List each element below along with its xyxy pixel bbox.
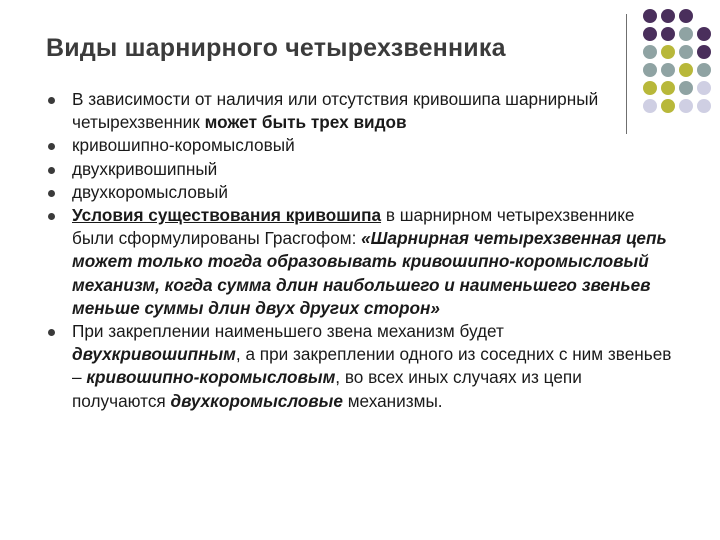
bullet-list: [46, 88, 676, 413]
bullet-bold-text: может быть трех видов: [204, 112, 407, 133]
decor-dot: [679, 99, 693, 113]
bullet-text: двухкривошипный: [72, 158, 218, 179]
bullet-item: [46, 88, 676, 134]
bullet-bold-underline-text: Условия существования кривошипа: [72, 205, 382, 226]
bullet-emphasis: двухкривошипным: [72, 344, 236, 365]
decor-dot: [661, 9, 675, 23]
decor-dot: [697, 63, 711, 77]
bullet-item: [46, 181, 676, 204]
bullet-text: в шарнирном четырехзвеннике были сформулированы Грасгофом:: [72, 205, 635, 249]
decor-dot: [661, 27, 675, 41]
bullet-emphasis: кривошипно-коромысловым: [86, 367, 336, 388]
bullet-item: [46, 158, 676, 181]
decor-dot: [643, 9, 657, 23]
bullet-text: кривошипно-коромысловый: [72, 135, 295, 156]
decor-dot: [679, 63, 693, 77]
bullet-text: двухкоромысловый: [72, 181, 228, 202]
bullet-text: , во всех иных случаях из цепи получаются: [72, 367, 582, 411]
decor-dot: [679, 45, 693, 59]
decor-dot: [679, 27, 693, 41]
grashof-quote: «Шарнирная четырехзвенная цепь может только тогда образовывать кривошипно-коромысловый механизм, когда сумма длин наибольшего и наименьшего звеньев меньше суммы длин двух других сторон»: [72, 228, 667, 318]
bullet-item: [46, 204, 676, 320]
decor-dot: [697, 81, 711, 95]
bullet-text: В зависимости от наличия или отсутствия кривошипа шарнирный четырехзвенник: [72, 89, 599, 133]
decor-dot: [643, 27, 657, 41]
bullet-emphasis: двухкоромысловые: [170, 390, 343, 411]
decor-dot: [643, 45, 657, 59]
bullet-text: При закреплении наименьшего звена механизм будет: [72, 321, 504, 342]
bullet-text: механизмы.: [342, 390, 443, 411]
bullet-item: [46, 134, 676, 157]
decor-dot: [643, 63, 657, 77]
slide-title: Виды шарнирного четырехзвенника: [46, 34, 506, 62]
decor-dot: [697, 45, 711, 59]
bullet-text: , а при закреплении одного из соседних с ним звеньев –: [72, 344, 672, 388]
decor-dot: [661, 63, 675, 77]
decor-dot: [679, 81, 693, 95]
decor-dot: [697, 27, 711, 41]
decor-dot: [679, 9, 693, 23]
decor-dot: [661, 45, 675, 59]
decor-dot: [697, 99, 711, 113]
bullet-item: [46, 320, 676, 413]
